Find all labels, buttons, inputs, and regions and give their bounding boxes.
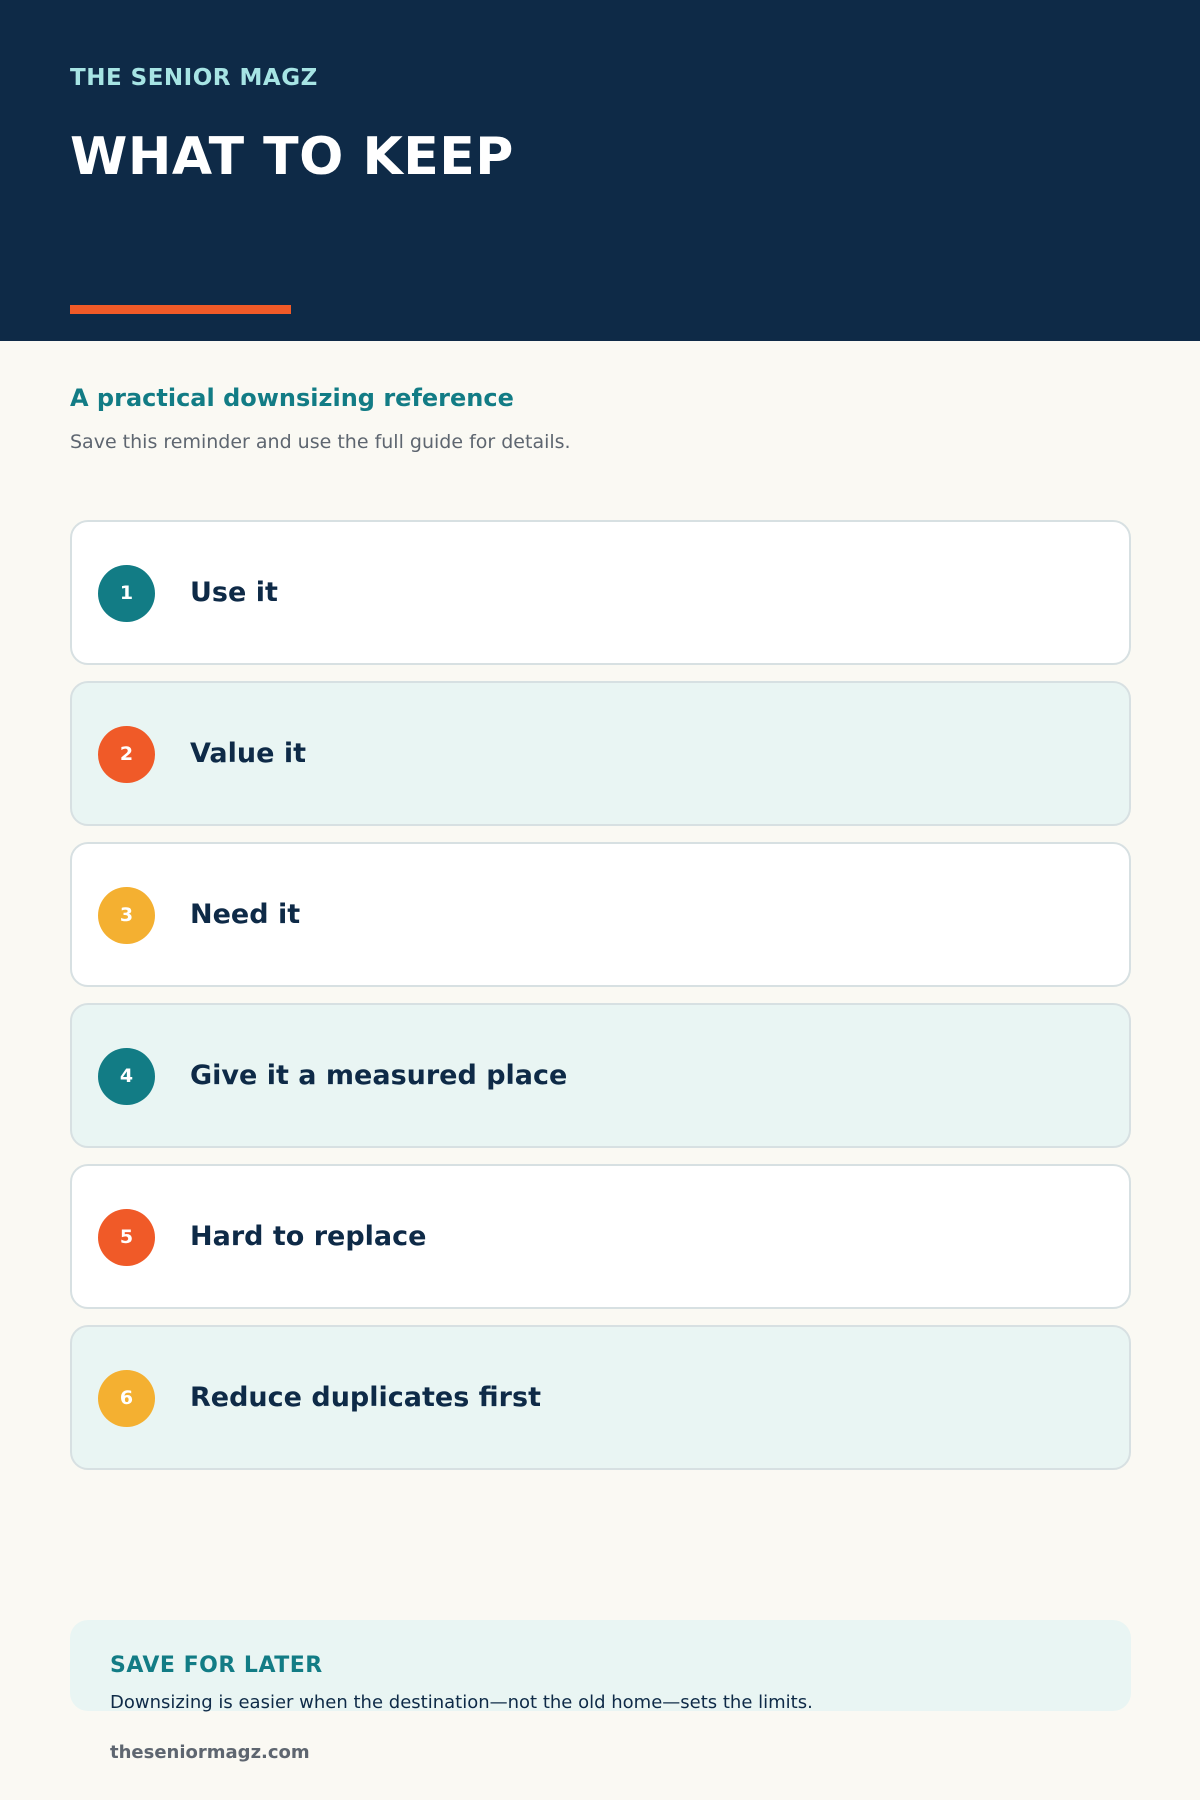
list-item	[70, 520, 1131, 665]
header-banner	[0, 0, 1200, 341]
number-badge: 1	[98, 565, 155, 622]
accent-bar	[70, 305, 291, 314]
save-for-later-text: Downsizing is easier when the destination—not the old home—sets the limits.	[110, 1692, 813, 1713]
item-label: Use it	[190, 577, 278, 608]
brand-name: THE SENIOR MAGZ	[70, 65, 318, 91]
list-item	[70, 1003, 1131, 1148]
item-label: Give it a measured place	[190, 1060, 568, 1091]
item-label: Value it	[190, 738, 306, 769]
save-for-later-title: SAVE FOR LATER	[110, 1653, 323, 1678]
number-badge: 6	[98, 1370, 155, 1427]
list-item	[70, 842, 1131, 987]
website-link[interactable]: theseniormagz.com	[110, 1742, 310, 1763]
section-subtitle: A practical downsizing reference	[70, 384, 514, 412]
list-item	[70, 681, 1131, 826]
number-badge: 2	[98, 726, 155, 783]
number-badge: 5	[98, 1209, 155, 1266]
section-tagline: Save this reminder and use the full guide for details.	[70, 431, 571, 453]
page-title: WHAT TO KEEP	[70, 127, 514, 187]
number-badge: 3	[98, 887, 155, 944]
item-label: Need it	[190, 899, 301, 930]
list-item	[70, 1164, 1131, 1309]
number-badge: 4	[98, 1048, 155, 1105]
item-label: Reduce duplicates first	[190, 1382, 541, 1413]
keep-criteria-list	[70, 520, 1131, 1486]
list-item	[70, 1325, 1131, 1470]
item-label: Hard to replace	[190, 1221, 427, 1252]
